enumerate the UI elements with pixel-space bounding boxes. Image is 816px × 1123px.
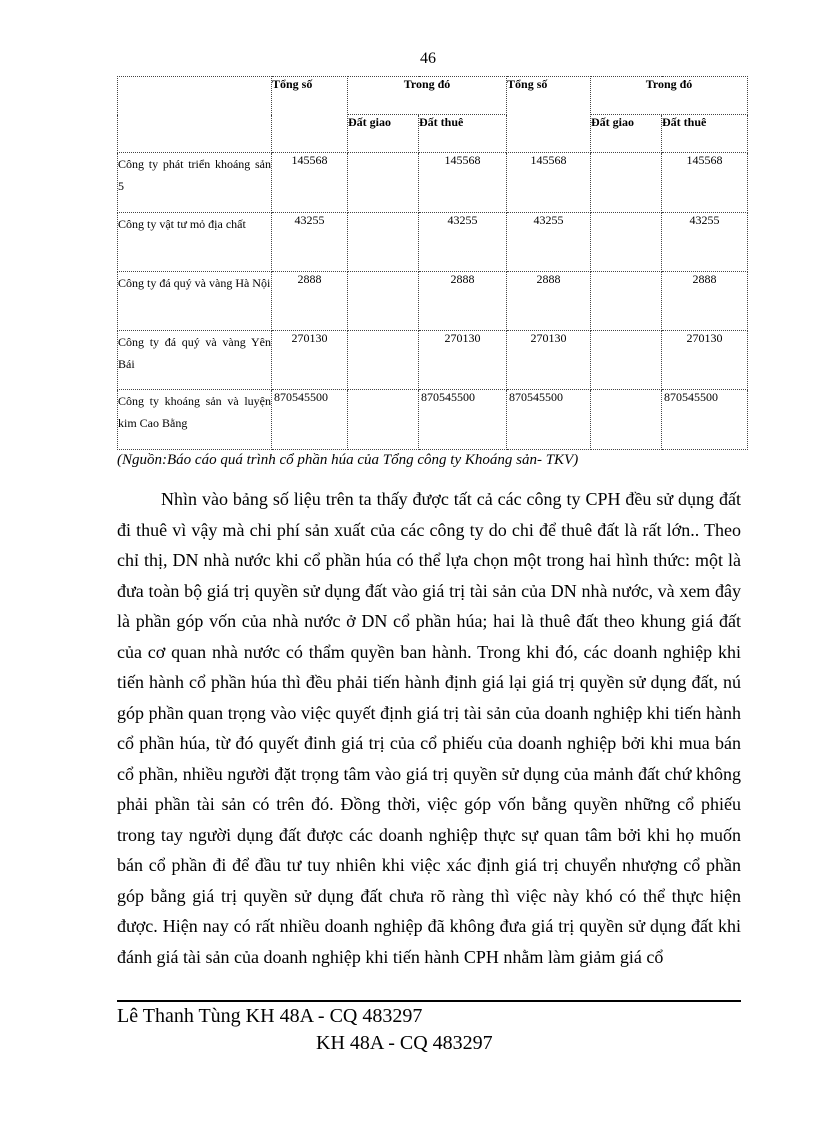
total-cell: 270130: [272, 331, 348, 390]
leased-cell: 270130: [662, 331, 748, 390]
allocated-cell: [348, 390, 419, 450]
header-total-2: Tổng số: [507, 77, 591, 153]
leased-cell: 870545500: [662, 390, 748, 450]
total-cell: 43255: [272, 213, 348, 272]
leased-cell: 2888: [419, 272, 507, 331]
header-allocated-2: Đất giao: [591, 115, 662, 153]
company-name: Công ty đá quý và vàng Hà Nội: [118, 272, 272, 331]
leased-cell: 145568: [662, 153, 748, 213]
leased-cell: 43255: [662, 213, 748, 272]
header-of-which-2: Trong đó: [591, 77, 748, 115]
header-of-which-1: Trong đó: [348, 77, 507, 115]
leased-cell: 145568: [419, 153, 507, 213]
table-row: [118, 272, 748, 331]
leased-cell: 270130: [419, 331, 507, 390]
total-cell: 870545500: [507, 390, 591, 450]
total-cell: 870545500: [272, 390, 348, 450]
page-number: 46: [420, 50, 436, 67]
total-cell: 145568: [272, 153, 348, 213]
header-leased-2: Đất thuê: [662, 115, 748, 153]
header-allocated-1: Đất giao: [348, 115, 419, 153]
company-name: Công ty phát triển khoáng sản 5: [118, 153, 272, 213]
total-cell: 145568: [507, 153, 591, 213]
allocated-cell: [591, 272, 662, 331]
company-name: Công ty đá quý và vàng Yên Bái: [118, 331, 272, 390]
header-total-1: Tổng số: [272, 77, 348, 153]
table-source-note: (Nguồn:Báo cáo quá trình cổ phần húa của Tổng công ty Khoáng sản- TKV): [117, 452, 579, 468]
allocated-cell: [591, 390, 662, 450]
leased-cell: 870545500: [419, 390, 507, 450]
allocated-cell: [591, 213, 662, 272]
table-row: [118, 213, 748, 272]
table-row: [118, 331, 748, 390]
table-row: [118, 153, 748, 213]
total-cell: 43255: [507, 213, 591, 272]
leased-cell: 2888: [662, 272, 748, 331]
allocated-cell: [348, 213, 419, 272]
allocated-cell: [591, 331, 662, 390]
total-cell: 2888: [272, 272, 348, 331]
company-name: Công ty vật tư mỏ địa chất: [118, 213, 272, 272]
allocated-cell: [348, 272, 419, 331]
table-row: [118, 390, 748, 450]
total-cell: 2888: [507, 272, 591, 331]
allocated-cell: [348, 331, 419, 390]
total-cell: 270130: [507, 331, 591, 390]
header-empty: [118, 77, 272, 153]
leased-cell: 43255: [419, 213, 507, 272]
footer-divider: [117, 1000, 741, 1002]
header-leased-1: Đất thuê: [419, 115, 507, 153]
footer-class-code: KH 48A - CQ 483297: [316, 1032, 493, 1054]
footer-author: Lê Thanh Tùng KH 48A - CQ 483297: [117, 1005, 423, 1027]
land-use-table: [117, 76, 748, 450]
allocated-cell: [591, 153, 662, 213]
allocated-cell: [348, 153, 419, 213]
body-paragraph: Nhìn vào bảng số liệu trên ta thấy được tất cả các công ty CPH đều sử dụng đất đi thuê vì vậy mà chi phí sản xuất của các công ty do chi để thuê đất là rất lớn.. Theo chỉ thị, DN nhà nước khi cổ phần húa có thể lựa chọn một trong hai hình thức: một là đưa toàn bộ giá trị quyền sử dụng đất vào giá trị tài sản của DN nhà nước, và xem đây là phần góp vốn của nhà nước ở DN cổ phần húa; hai là thuê đất theo khung giá đất của cơ quan nhà nước có thẩm quyền ban hành. Trong khi đó, các doanh nghiệp khi tiến hành cổ phần húa thì đều phải tiến hành định giá lại giá trị quyền sử dụng đất, nú góp phần quan trọng vào việc quyết định giá trị tài sản của doanh nghiệp khi tiến hành cổ phần húa, từ đó quyết đinh giá trị của cổ phiếu của doanh nghiệp bởi khi mua bán cổ phần, nhiều người đặt trọng tâm vào giá trị quyền sử dụng của mảnh đất chứ không phải phần tài sản có trên đó. Đồng thời, việc góp vốn bằng quyền những cổ phiếu trong tay người dụng đất được các doanh nghiệp thực sự quan tâm bởi khi họ muốn bán cổ phần đi để đầu tư tuy nhiên khi việc xác định giá trị chuyển nhượng cổ phần góp bằng giá trị quyền sử dụng đất chưa rõ ràng thì việc này khó có thể thực hiện được. Hiện nay có rất nhiều doanh nghiệp đã không đưa giá trị quyền sử dụng đất khi đánh giá tài sản của doanh nghiệp khi tiến hành CPH nhằm làm giảm giá cổ: [117, 489, 741, 967]
company-name: Công ty khoáng sản và luyện kim Cao Bằng: [118, 390, 272, 450]
